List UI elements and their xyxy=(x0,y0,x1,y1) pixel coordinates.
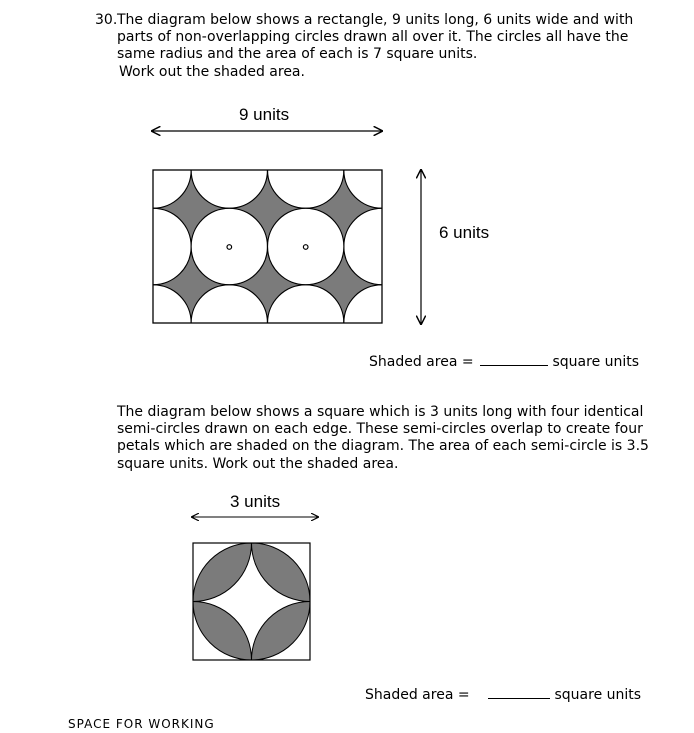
question-line-2: parts of non-overlapping circles drawn all over it. The circles all have the xyxy=(117,29,629,45)
answer-prefix: Shaded area = xyxy=(365,687,470,703)
part2-line-3: petals which are shaded on the diagram. The area of each semi-circle is 3.5 xyxy=(117,438,649,454)
answer-line-2 xyxy=(365,687,641,703)
petal-square xyxy=(193,543,310,660)
circle-rectangle xyxy=(115,132,420,361)
question-line-1: The diagram below shows a rectangle, 9 units long, 6 units wide and with xyxy=(117,12,634,28)
answer-prefix: Shaded area = xyxy=(369,354,474,370)
length-label: 9 units xyxy=(239,105,290,124)
full-circle-left xyxy=(191,208,267,284)
question-line-3: same radius and the area of each is 7 square units. xyxy=(117,46,478,62)
answer-suffix: square units xyxy=(552,354,640,370)
full-circle-right xyxy=(268,208,344,284)
footer-working-label: SPACE FOR WORKING xyxy=(68,717,215,731)
side-label: 3 units xyxy=(230,492,281,511)
part2-line-1: The diagram below shows a square which is 3 units long with four identical xyxy=(117,404,644,420)
answer-suffix: square units xyxy=(554,687,642,703)
question-line-4: Work out the shaded area. xyxy=(119,64,305,80)
answer-blank[interactable] xyxy=(488,697,550,699)
part2-line-2: semi-circles drawn on each edge. These semi-circles overlap to create four xyxy=(117,421,643,437)
part2-line-4: square units. Work out the shaded area. xyxy=(117,456,399,472)
width-label: 6 units xyxy=(439,223,490,242)
answer-line-1 xyxy=(369,354,639,370)
question-number: 30. xyxy=(95,12,118,28)
answer-blank[interactable] xyxy=(480,364,548,366)
